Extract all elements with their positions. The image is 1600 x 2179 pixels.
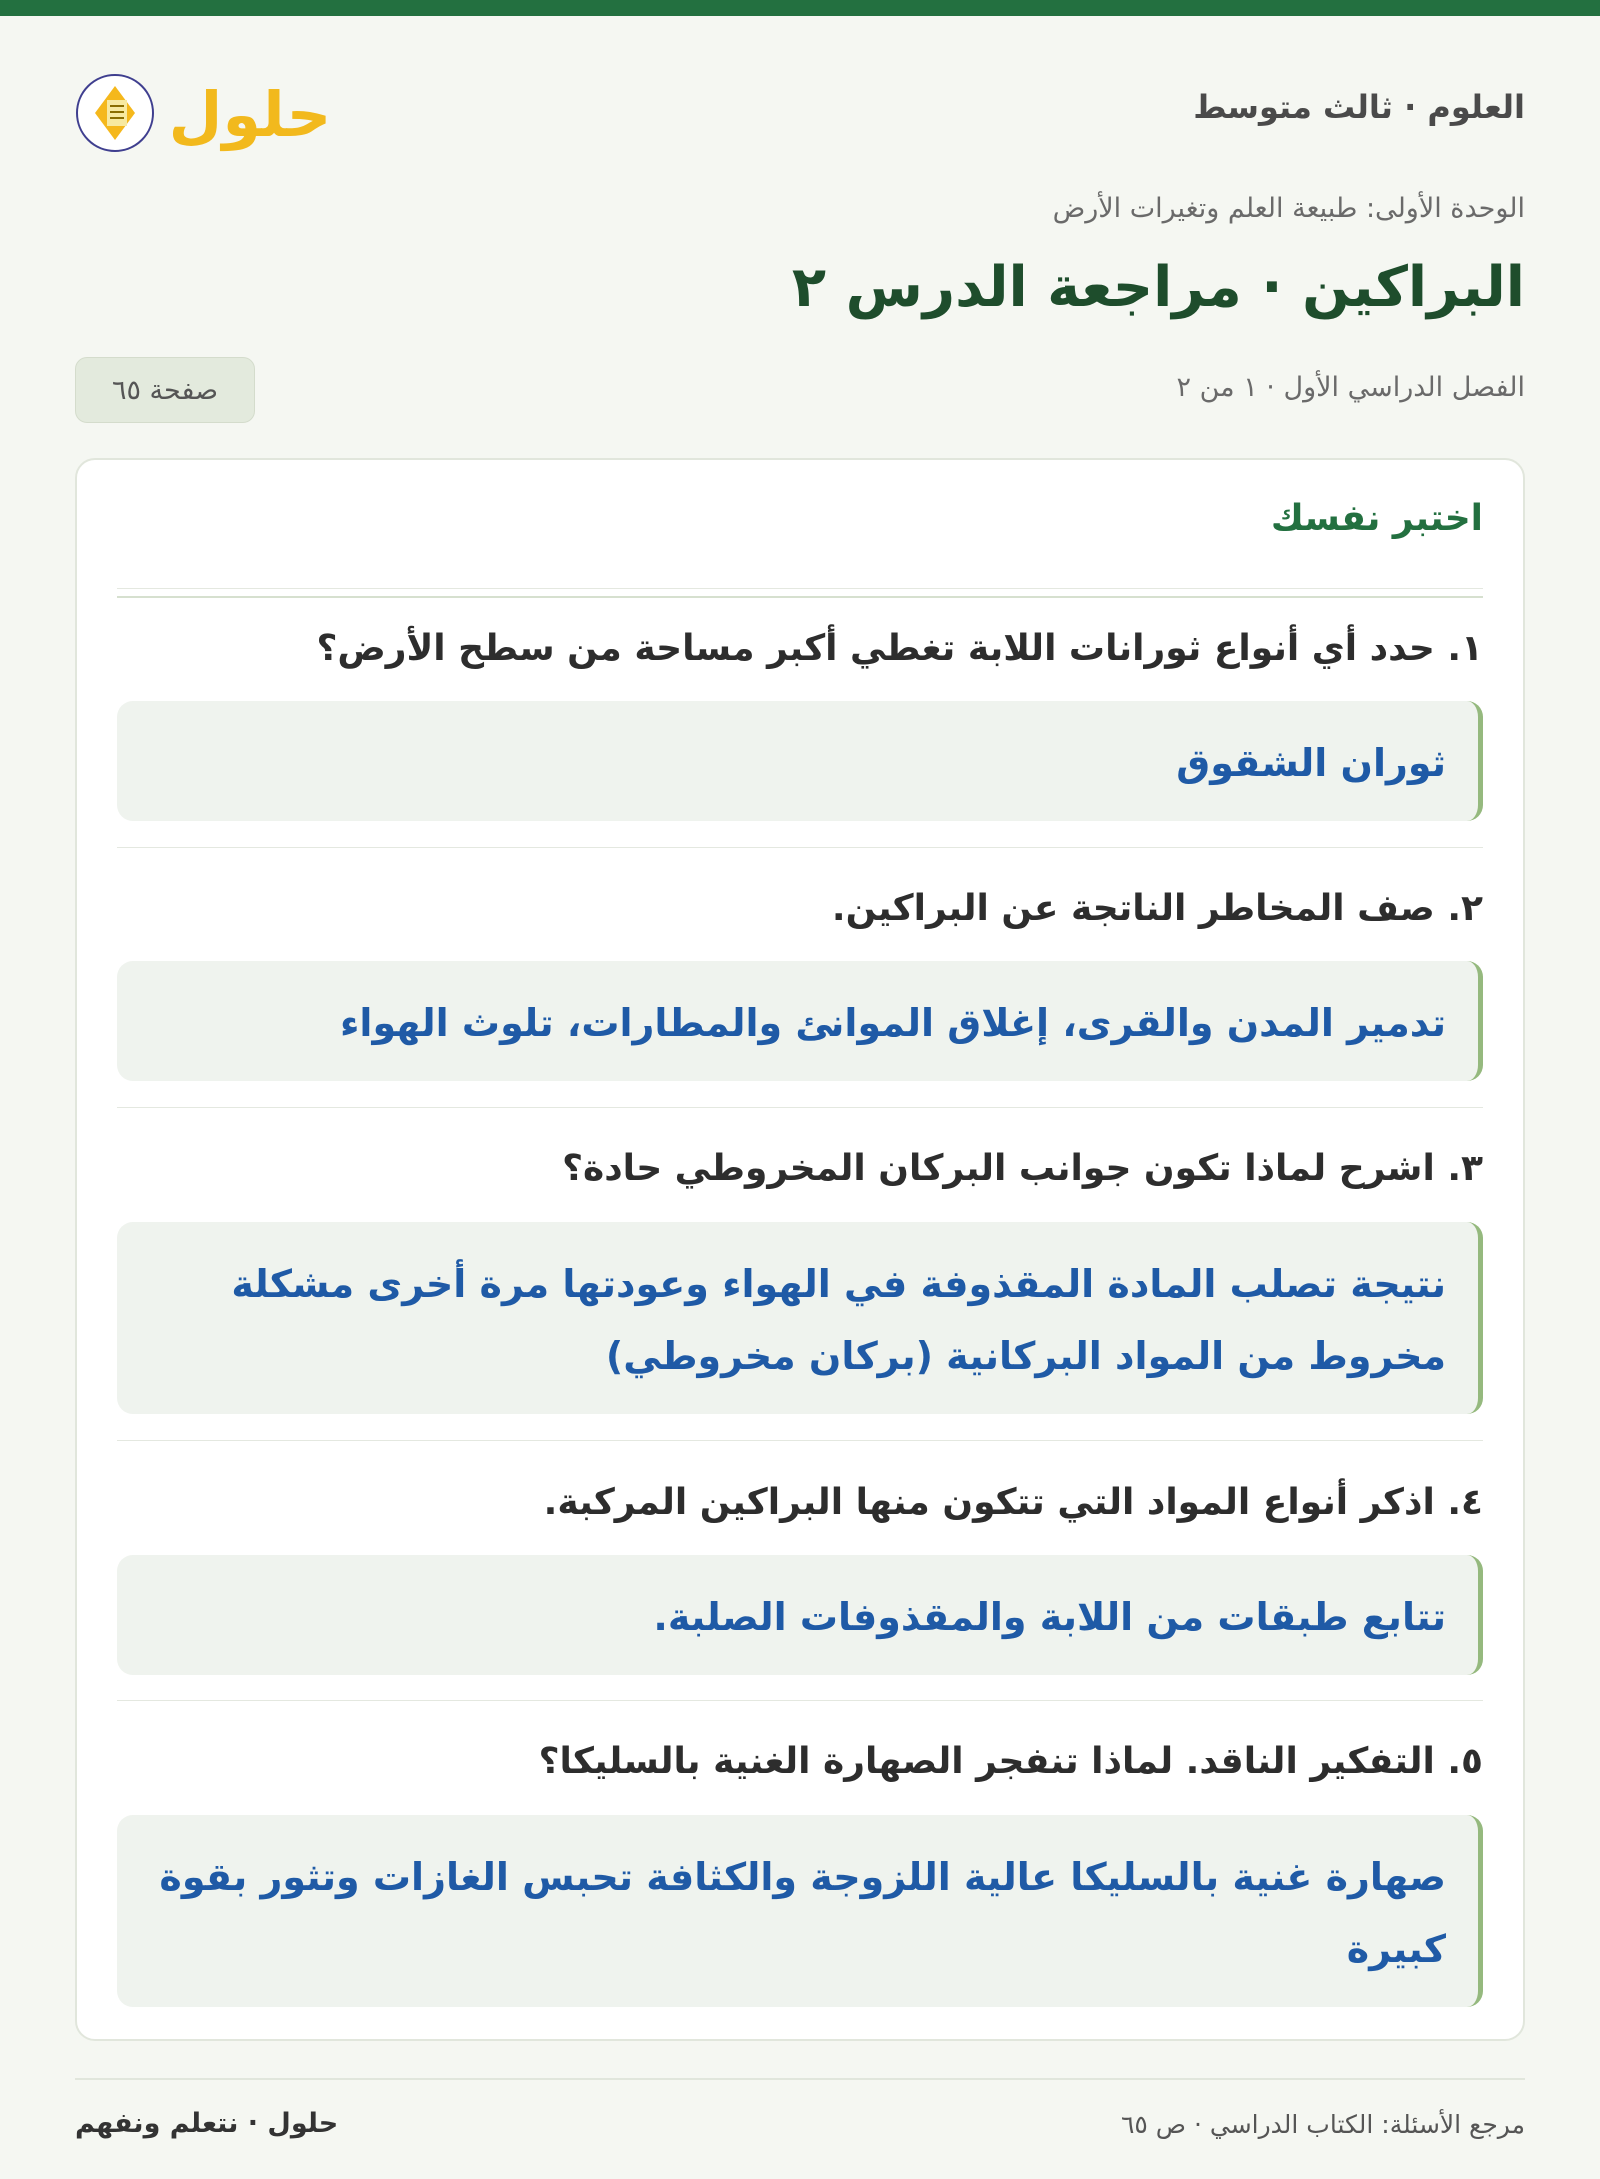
unit-label: الوحدة الأولى: طبيعة العلم وتغيرات الأرض (1052, 193, 1525, 224)
answer-2: تدمير المدن والقرى، إغلاق الموانئ والمطارات، تلوث الهواء (117, 961, 1483, 1081)
logo (75, 58, 335, 158)
page-number-badge: صفحة ٦٥ (75, 357, 255, 423)
header (75, 58, 1525, 158)
question-divider (117, 588, 1483, 589)
logo-icon (75, 58, 335, 158)
question-2: ٢. صف المخاطر الناتجة عن البراكين. (831, 888, 1483, 929)
question-1: ١. حدد أي أنواع ثورانات اللابة تغطي أكبر مساحة من سطح الأرض؟ (316, 628, 1483, 669)
top-accent-bar (0, 0, 1600, 16)
page-title: البراكين · مراجعة الدرس ٢ (791, 255, 1525, 320)
svg-text:حلول: حلول (168, 78, 332, 151)
question-divider (117, 1440, 1483, 1441)
card-heading: اختبر نفسك (1270, 498, 1483, 539)
answer-3: نتيجة تصلب المادة المقذوفة في الهواء وعودتها مرة أخرى مشكلة مخروط من المواد البركانية (بركان مخروطي) (117, 1222, 1483, 1414)
subject-label: العلوم · ثالث متوسط (1193, 88, 1525, 126)
question-5: ٥. التفكير الناقد. لماذا تنفجر الصهارة الغنية بالسليكا؟ (538, 1741, 1483, 1782)
question-divider (117, 847, 1483, 848)
card-header (117, 498, 1483, 598)
answer-5: صهارة غنية بالسليكا عالية اللزوجة والكثافة تحبس الغازات وتثور بقوة كبيرة (117, 1815, 1483, 2007)
answer-1: ثوران الشقوق (117, 701, 1483, 821)
question-4: ٤. اذكر أنواع المواد التي تتكون منها البراكين المركبة. (543, 1482, 1483, 1523)
term-label: الفصل الدراسي الأول · ١ من ٢ (1176, 372, 1525, 403)
question-divider (117, 1107, 1483, 1108)
footer-reference: مرجع الأسئلة: الكتاب الدراسي · ص ٦٥ (1120, 2110, 1525, 2139)
question-divider (117, 1700, 1483, 1701)
review-card (75, 458, 1525, 2041)
question-3: ٣. اشرح لماذا تكون جوانب البركان المخروطي حادة؟ (562, 1148, 1483, 1189)
footer-divider (75, 2078, 1525, 2080)
footer-brand: حلول · نتعلم ونفهم (75, 2108, 339, 2139)
answer-4: تتابع طبقات من اللابة والمقذوفات الصلبة. (117, 1555, 1483, 1675)
